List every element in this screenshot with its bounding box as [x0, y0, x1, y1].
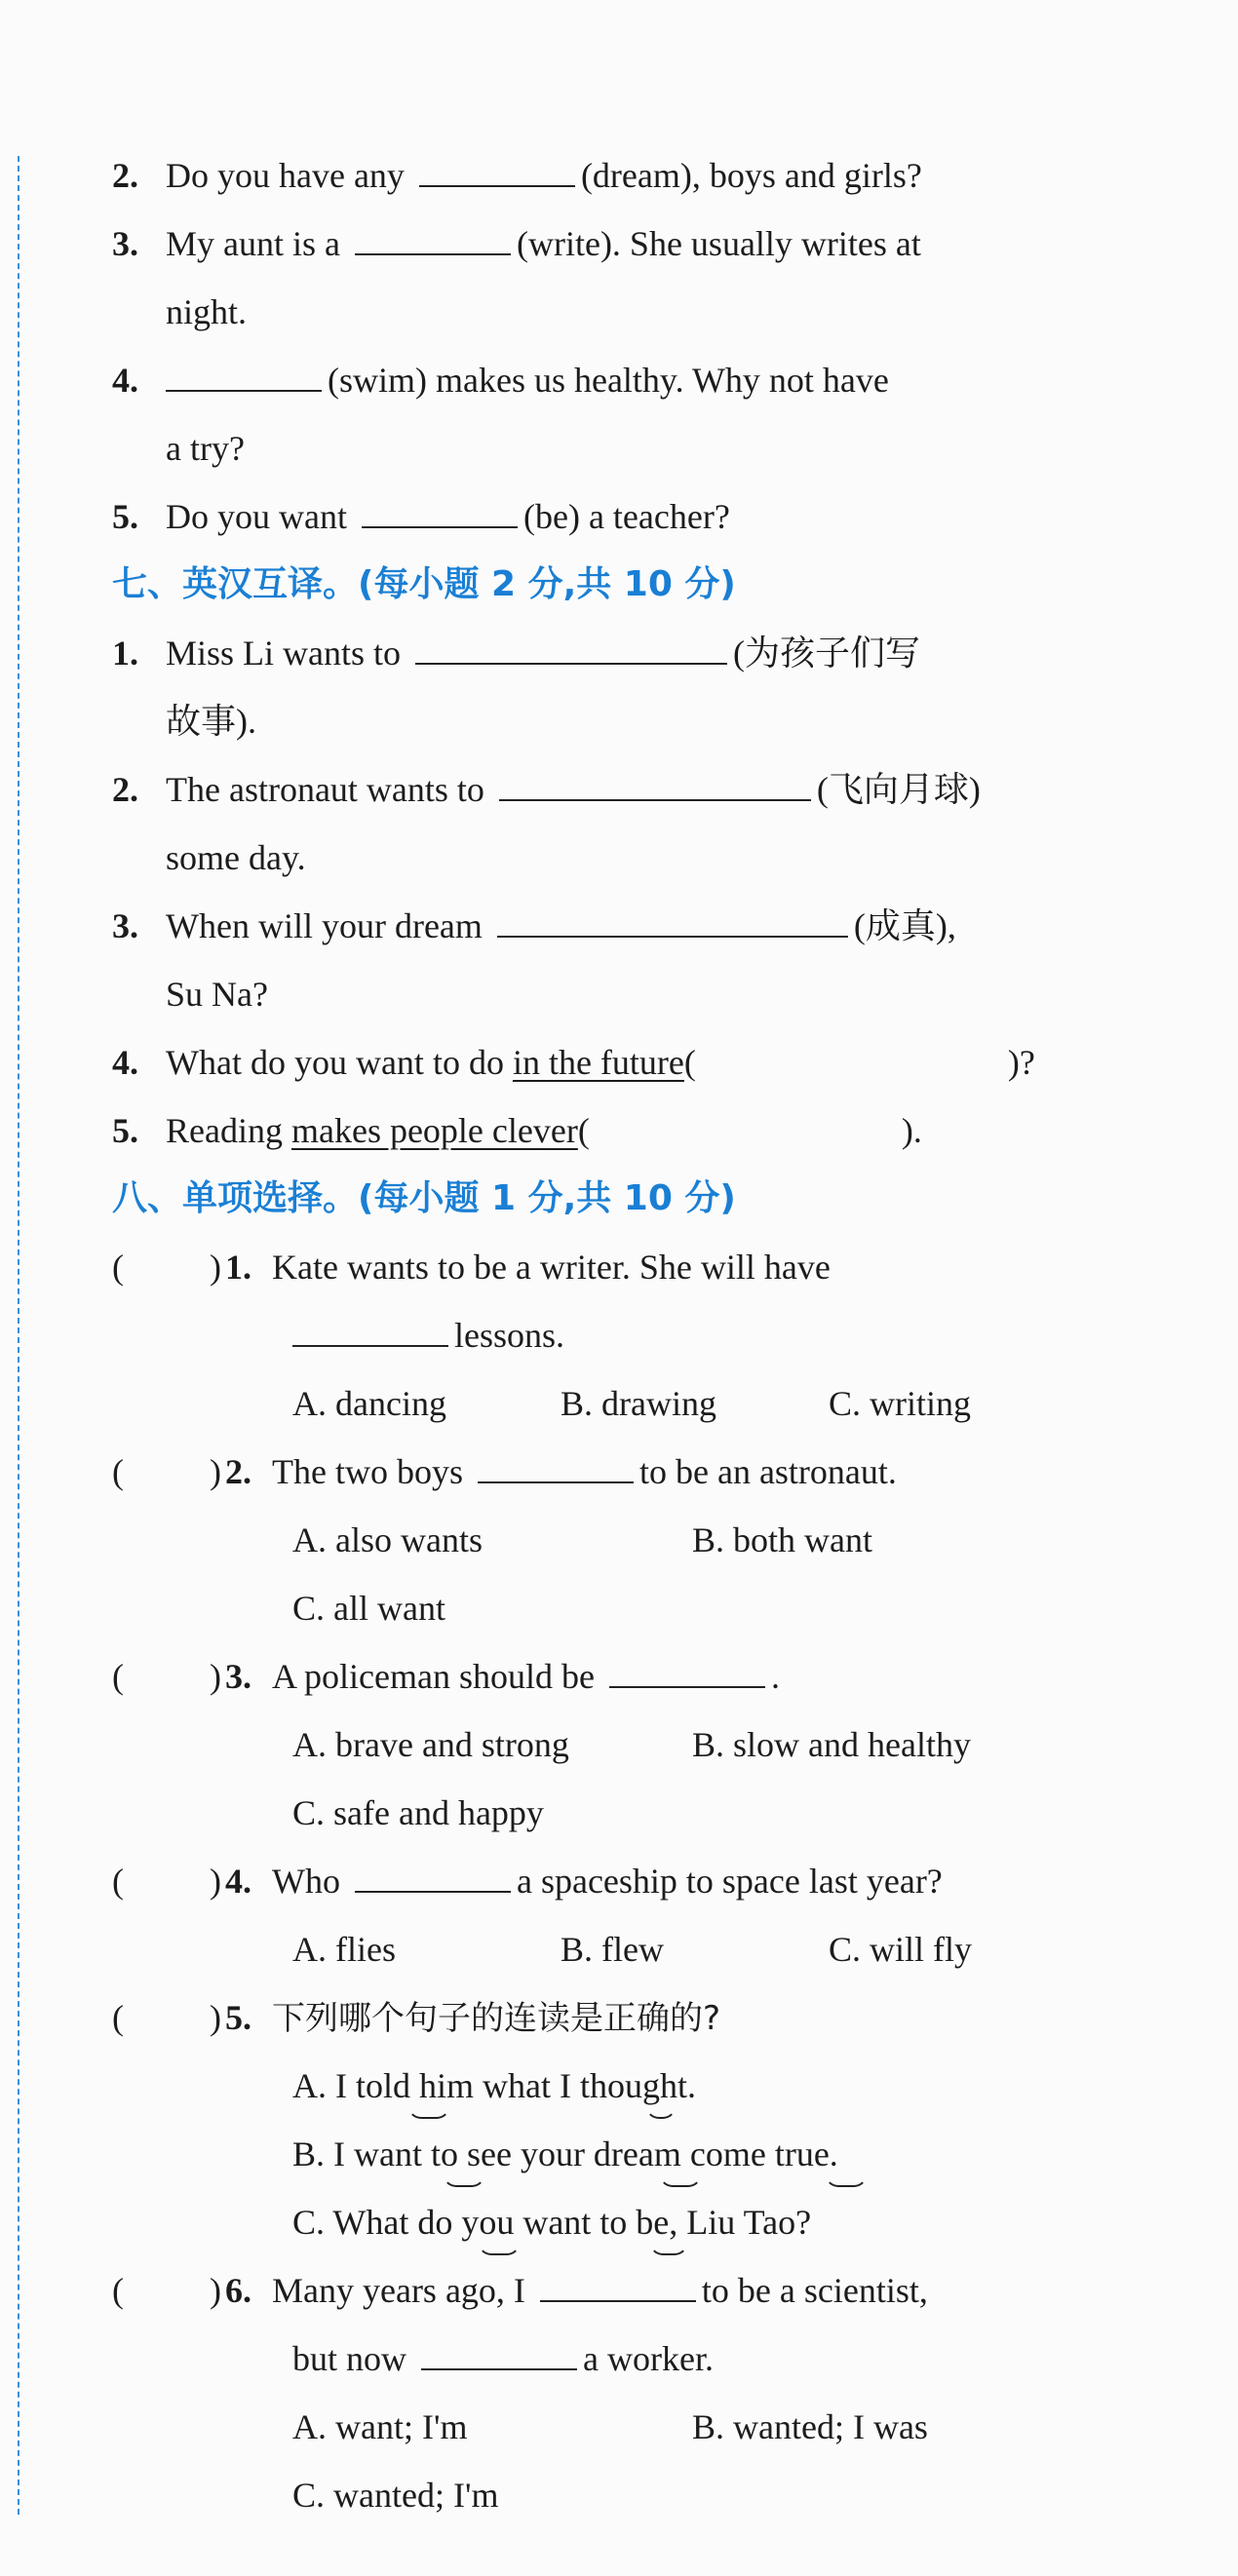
question-7-1-cont: 故事). — [166, 702, 256, 741]
question-6-4-cont: a try? — [166, 429, 245, 468]
option-6c[interactable]: C. wanted; I'm — [292, 2476, 499, 2515]
question-6-2: 2. Do you have any (dream), boys and girls? — [112, 150, 922, 201]
underlined-phrase: makes people clever — [290, 1111, 578, 1150]
option-2c[interactable]: C. all want — [292, 1589, 445, 1628]
mc-question-1-cont: lessons. — [292, 1310, 564, 1361]
option-2a[interactable]: A. also wants — [292, 1520, 483, 1559]
mc-question-3: ( ) 3. A policeman should be . — [112, 1651, 780, 1702]
mc-question-4: ( ) 4. Who a spaceship to space last year? — [112, 1856, 943, 1906]
question-7-3: 3. When will your dream (成真), — [112, 901, 956, 951]
question-6-4: 4. (swim) makes us healthy. Why not have — [112, 355, 889, 405]
question-7-2: 2. The astronaut wants to (飞向月球) — [112, 764, 981, 815]
option-5b[interactable]: B. I want to see your dream come true. — [292, 2134, 838, 2173]
option-1c[interactable]: C. writing — [829, 1384, 972, 1423]
answer-blank[interactable] — [540, 2267, 696, 2302]
question-7-2-cont: some day. — [166, 838, 306, 877]
question-7-3-cont: Su Na? — [166, 975, 268, 1014]
option-6b[interactable]: B. wanted; I was — [692, 2407, 928, 2446]
answer-blank[interactable] — [362, 493, 518, 528]
question-7-1: 1. Miss Li wants to (为孩子们写 — [112, 628, 920, 678]
answer-blank[interactable] — [499, 766, 811, 801]
answer-blank[interactable] — [292, 1312, 448, 1347]
option-3b[interactable]: B. slow and healthy — [692, 1725, 971, 1764]
liaison-mark — [645, 2103, 677, 2119]
answer-blank[interactable] — [478, 1448, 634, 1483]
option-4c[interactable]: C. will fly — [829, 1930, 973, 1969]
option-4b[interactable]: B. flew — [561, 1930, 664, 1969]
liaison-mark — [659, 2172, 702, 2187]
answer-blank[interactable] — [421, 2335, 577, 2370]
question-7-4: 4. What do you want to do in the future( )? — [112, 1043, 1035, 1082]
question-6-3: 3. My aunt is a (write). She usually writes at — [112, 218, 921, 269]
question-7-5: 5. Reading makes people clever( ). — [112, 1111, 922, 1150]
option-5c[interactable]: C. What do you want to be, Liu Tao? — [292, 2203, 812, 2242]
question-6-5: 5. Do you want (be) a teacher? — [112, 491, 730, 542]
answer-blank[interactable] — [415, 630, 727, 665]
option-2b[interactable]: B. both want — [692, 1520, 872, 1559]
option-5a[interactable]: A. I told him what I thought. — [292, 2066, 696, 2105]
answer-blank[interactable] — [497, 903, 848, 938]
section-7-heading: 七、英汉互译。(每小题 2 分,共 10 分) — [112, 564, 736, 604]
mc-question-6: ( ) 6. Many years ago, I to be a scientist, — [112, 2265, 928, 2316]
mc-question-5: ( ) 5. 下列哪个句子的连读是正确的? — [112, 1998, 721, 2038]
mc-question-6-cont: but now a worker. — [292, 2333, 714, 2384]
option-3a[interactable]: A. brave and strong — [292, 1725, 569, 1764]
option-6a[interactable]: A. want; I'm — [292, 2407, 468, 2446]
option-4a[interactable]: A. flies — [292, 1930, 396, 1969]
answer-blank[interactable] — [609, 1653, 765, 1688]
option-3c[interactable]: C. safe and happy — [292, 1793, 544, 1832]
mc-question-1: ( ) 1. Kate wants to be a writer. She will have — [112, 1248, 831, 1287]
question-6-3-cont: night. — [166, 292, 248, 331]
liaison-mark — [649, 2240, 688, 2255]
section-8-heading: 八、单项选择。(每小题 1 分,共 10 分) — [112, 1178, 736, 1218]
liaison-mark — [443, 2172, 485, 2187]
liaison-mark — [825, 2172, 868, 2187]
mc-question-2: ( ) 2. The two boys to be an astronaut. — [112, 1446, 897, 1497]
liaison-mark — [478, 2240, 521, 2255]
answer-blank[interactable] — [419, 152, 575, 187]
option-1b[interactable]: B. drawing — [561, 1384, 716, 1423]
option-1a[interactable]: A. dancing — [292, 1384, 446, 1423]
answer-blank[interactable] — [355, 220, 511, 255]
answer-blank[interactable] — [355, 1858, 511, 1893]
answer-blank[interactable] — [166, 357, 322, 392]
underlined-phrase: in the future — [512, 1043, 684, 1082]
liaison-mark — [407, 2103, 450, 2119]
